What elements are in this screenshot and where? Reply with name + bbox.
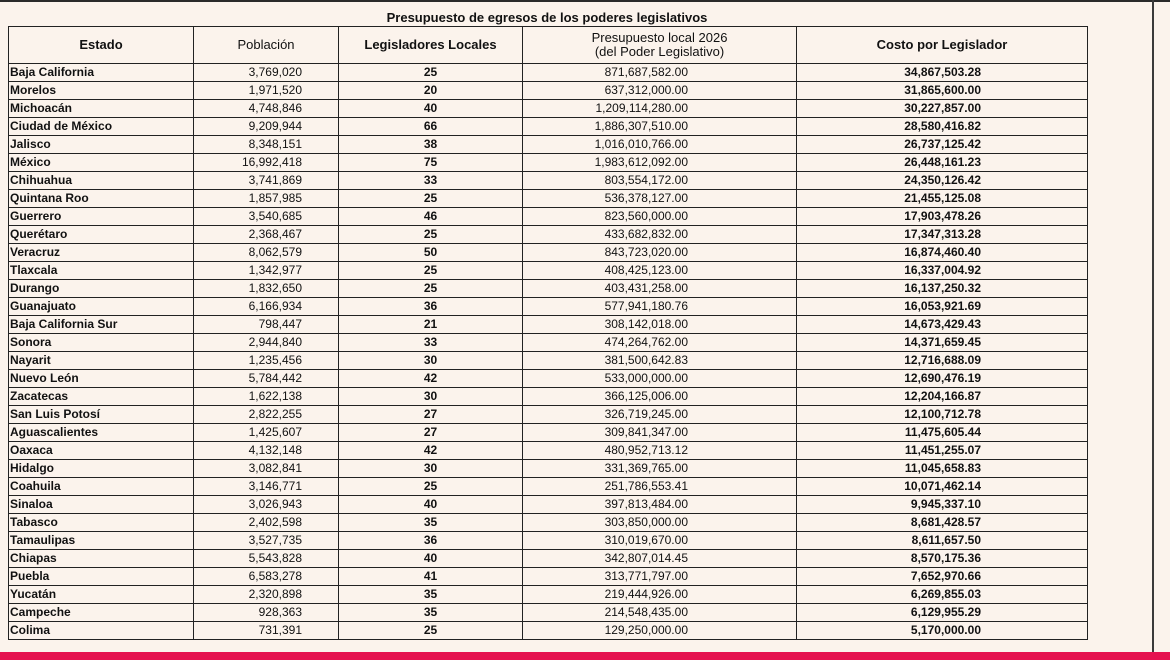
table-row — [9, 406, 1088, 424]
cell-costo: 10,071,462.14 — [797, 478, 1088, 496]
header-presupuesto-line2: (del Poder Legislativo) — [594, 44, 725, 59]
cell-poblacion: 3,741,869 — [194, 172, 339, 190]
table-body — [9, 64, 1088, 640]
cell-poblacion: 928,363 — [194, 604, 339, 622]
cell-poblacion: 9,209,944 — [194, 118, 339, 136]
table-row — [9, 352, 1088, 370]
cell-costo: 14,673,429.43 — [797, 316, 1088, 334]
cell-costo: 16,337,004.92 — [797, 262, 1088, 280]
cell-legisladores: 38 — [339, 136, 523, 154]
cell-costo: 30,227,857.00 — [797, 100, 1088, 118]
cell-poblacion: 731,391 — [194, 622, 339, 640]
cell-costo: 11,045,658.83 — [797, 460, 1088, 478]
cell-presupuesto: 1,016,010,766.00 — [523, 136, 797, 154]
cell-estado: Guanajuato — [9, 298, 194, 316]
cell-estado: Querétaro — [9, 226, 194, 244]
table-row — [9, 334, 1088, 352]
cell-poblacion: 2,402,598 — [194, 514, 339, 532]
cell-costo: 5,170,000.00 — [797, 622, 1088, 640]
header-row — [9, 27, 1088, 64]
cell-estado: San Luis Potosí — [9, 406, 194, 424]
cell-poblacion: 4,748,846 — [194, 100, 339, 118]
cell-poblacion: 1,342,977 — [194, 262, 339, 280]
cell-costo: 17,903,478.26 — [797, 208, 1088, 226]
cell-estado: Hidalgo — [9, 460, 194, 478]
cell-costo: 26,448,161.23 — [797, 154, 1088, 172]
cell-poblacion: 5,784,442 — [194, 370, 339, 388]
cell-poblacion: 8,062,579 — [194, 244, 339, 262]
table-row — [9, 460, 1088, 478]
cell-poblacion: 3,527,735 — [194, 532, 339, 550]
cell-presupuesto: 1,209,114,280.00 — [523, 100, 797, 118]
cell-costo: 21,455,125.08 — [797, 190, 1088, 208]
cell-legisladores: 36 — [339, 298, 523, 316]
cell-costo: 34,867,503.28 — [797, 64, 1088, 82]
cell-legisladores: 25 — [339, 280, 523, 298]
cell-poblacion: 3,082,841 — [194, 460, 339, 478]
cell-estado: Yucatán — [9, 586, 194, 604]
cell-poblacion: 6,583,278 — [194, 568, 339, 586]
cell-legisladores: 66 — [339, 118, 523, 136]
cell-estado: Zacatecas — [9, 388, 194, 406]
right-border-line — [1152, 0, 1154, 652]
cell-estado: Baja California — [9, 64, 194, 82]
cell-costo: 8,681,428.57 — [797, 514, 1088, 532]
cell-poblacion: 6,166,934 — [194, 298, 339, 316]
table-row — [9, 370, 1088, 388]
table-row — [9, 514, 1088, 532]
cell-presupuesto: 219,444,926.00 — [523, 586, 797, 604]
table-row — [9, 424, 1088, 442]
accent-bottom-bar — [0, 652, 1170, 660]
cell-presupuesto: 342,807,014.45 — [523, 550, 797, 568]
cell-poblacion: 5,543,828 — [194, 550, 339, 568]
cell-presupuesto: 871,687,582.00 — [523, 64, 797, 82]
table-row — [9, 316, 1088, 334]
budget-table — [8, 26, 1088, 640]
table-row — [9, 532, 1088, 550]
header-estado: Estado — [9, 27, 194, 64]
header-poblacion: Población — [194, 27, 339, 64]
cell-estado: Guerrero — [9, 208, 194, 226]
table-row — [9, 172, 1088, 190]
cell-presupuesto: 577,941,180.76 — [523, 298, 797, 316]
cell-costo: 28,580,416.82 — [797, 118, 1088, 136]
table-row — [9, 244, 1088, 262]
table-row — [9, 226, 1088, 244]
cell-presupuesto: 843,723,020.00 — [523, 244, 797, 262]
cell-legisladores: 35 — [339, 586, 523, 604]
header-presupuesto — [523, 27, 797, 64]
cell-legisladores: 75 — [339, 154, 523, 172]
table-row — [9, 82, 1088, 100]
cell-legisladores: 21 — [339, 316, 523, 334]
cell-estado: Veracruz — [9, 244, 194, 262]
cell-legisladores: 20 — [339, 82, 523, 100]
cell-poblacion: 798,447 — [194, 316, 339, 334]
cell-estado: Chiapas — [9, 550, 194, 568]
cell-presupuesto: 474,264,762.00 — [523, 334, 797, 352]
table-row — [9, 100, 1088, 118]
cell-presupuesto: 366,125,006.00 — [523, 388, 797, 406]
cell-legisladores: 46 — [339, 208, 523, 226]
cell-poblacion: 3,146,771 — [194, 478, 339, 496]
cell-legisladores: 33 — [339, 172, 523, 190]
cell-costo: 11,475,605.44 — [797, 424, 1088, 442]
table-row — [9, 442, 1088, 460]
table-row — [9, 262, 1088, 280]
table-row — [9, 280, 1088, 298]
cell-presupuesto: 381,500,642.83 — [523, 352, 797, 370]
top-border-line — [0, 0, 1170, 2]
cell-costo: 12,100,712.78 — [797, 406, 1088, 424]
cell-presupuesto: 533,000,000.00 — [523, 370, 797, 388]
table-row — [9, 298, 1088, 316]
cell-estado: Aguascalientes — [9, 424, 194, 442]
cell-presupuesto: 536,378,127.00 — [523, 190, 797, 208]
cell-legisladores: 35 — [339, 604, 523, 622]
cell-legisladores: 25 — [339, 64, 523, 82]
cell-poblacion: 1,425,607 — [194, 424, 339, 442]
cell-legisladores: 25 — [339, 190, 523, 208]
header-legisladores: Legisladores Locales — [339, 27, 523, 64]
cell-estado: Tamaulipas — [9, 532, 194, 550]
cell-legisladores: 42 — [339, 370, 523, 388]
cell-legisladores: 40 — [339, 496, 523, 514]
cell-presupuesto: 408,425,123.00 — [523, 262, 797, 280]
cell-poblacion: 3,769,020 — [194, 64, 339, 82]
cell-estado: Jalisco — [9, 136, 194, 154]
cell-presupuesto: 129,250,000.00 — [523, 622, 797, 640]
cell-costo: 26,737,125.42 — [797, 136, 1088, 154]
cell-legisladores: 36 — [339, 532, 523, 550]
cell-estado: Campeche — [9, 604, 194, 622]
cell-costo: 16,874,460.40 — [797, 244, 1088, 262]
cell-presupuesto: 313,771,797.00 — [523, 568, 797, 586]
cell-estado: Puebla — [9, 568, 194, 586]
cell-legisladores: 30 — [339, 352, 523, 370]
cell-poblacion: 2,822,255 — [194, 406, 339, 424]
cell-estado: Nuevo León — [9, 370, 194, 388]
cell-poblacion: 1,857,985 — [194, 190, 339, 208]
cell-poblacion: 1,622,138 — [194, 388, 339, 406]
table-row — [9, 118, 1088, 136]
table-row — [9, 604, 1088, 622]
cell-legisladores: 27 — [339, 406, 523, 424]
table-row — [9, 64, 1088, 82]
cell-legisladores: 41 — [339, 568, 523, 586]
table-row — [9, 208, 1088, 226]
cell-presupuesto: 310,019,670.00 — [523, 532, 797, 550]
cell-legisladores: 25 — [339, 478, 523, 496]
cell-estado: Nayarit — [9, 352, 194, 370]
cell-poblacion: 1,832,650 — [194, 280, 339, 298]
cell-costo: 6,129,955.29 — [797, 604, 1088, 622]
cell-presupuesto: 637,312,000.00 — [523, 82, 797, 100]
cell-costo: 8,611,657.50 — [797, 532, 1088, 550]
cell-presupuesto: 308,142,018.00 — [523, 316, 797, 334]
table-row — [9, 568, 1088, 586]
cell-estado: Oaxaca — [9, 442, 194, 460]
table-row — [9, 154, 1088, 172]
cell-legisladores: 30 — [339, 460, 523, 478]
table-row — [9, 550, 1088, 568]
cell-estado: Morelos — [9, 82, 194, 100]
table-row — [9, 496, 1088, 514]
cell-estado: Tabasco — [9, 514, 194, 532]
cell-presupuesto: 1,886,307,510.00 — [523, 118, 797, 136]
cell-legisladores: 50 — [339, 244, 523, 262]
cell-estado: Tlaxcala — [9, 262, 194, 280]
cell-legisladores: 33 — [339, 334, 523, 352]
cell-estado: Sinaloa — [9, 496, 194, 514]
cell-poblacion: 3,540,685 — [194, 208, 339, 226]
cell-costo: 12,690,476.19 — [797, 370, 1088, 388]
cell-estado: Quintana Roo — [9, 190, 194, 208]
cell-costo: 7,652,970.66 — [797, 568, 1088, 586]
cell-legisladores: 25 — [339, 226, 523, 244]
table-title: Presupuesto de egresos de los poderes legislativos — [386, 10, 708, 25]
cell-legisladores: 25 — [339, 622, 523, 640]
cell-legisladores: 35 — [339, 514, 523, 532]
table-row — [9, 478, 1088, 496]
cell-poblacion: 1,235,456 — [194, 352, 339, 370]
header-costo: Costo por Legislador — [797, 27, 1088, 64]
cell-estado: Coahuila — [9, 478, 194, 496]
header-presupuesto-line1: Presupuesto local 2026 — [591, 30, 728, 45]
cell-presupuesto: 480,952,713.12 — [523, 442, 797, 460]
cell-presupuesto: 823,560,000.00 — [523, 208, 797, 226]
cell-legisladores: 30 — [339, 388, 523, 406]
cell-estado: Ciudad de México — [9, 118, 194, 136]
cell-costo: 11,451,255.07 — [797, 442, 1088, 460]
table-row — [9, 190, 1088, 208]
table-row — [9, 586, 1088, 604]
cell-presupuesto: 803,554,172.00 — [523, 172, 797, 190]
cell-presupuesto: 331,369,765.00 — [523, 460, 797, 478]
cell-presupuesto: 251,786,553.41 — [523, 478, 797, 496]
cell-estado: Chihuahua — [9, 172, 194, 190]
cell-costo: 9,945,337.10 — [797, 496, 1088, 514]
cell-costo: 16,137,250.32 — [797, 280, 1088, 298]
cell-costo: 12,204,166.87 — [797, 388, 1088, 406]
cell-costo: 8,570,175.36 — [797, 550, 1088, 568]
cell-poblacion: 2,944,840 — [194, 334, 339, 352]
cell-presupuesto: 214,548,435.00 — [523, 604, 797, 622]
cell-estado: Durango — [9, 280, 194, 298]
cell-presupuesto: 309,841,347.00 — [523, 424, 797, 442]
cell-poblacion: 16,992,418 — [194, 154, 339, 172]
cell-presupuesto: 397,813,484.00 — [523, 496, 797, 514]
table-row — [9, 136, 1088, 154]
cell-presupuesto: 433,682,832.00 — [523, 226, 797, 244]
cell-presupuesto: 326,719,245.00 — [523, 406, 797, 424]
cell-legisladores: 40 — [339, 550, 523, 568]
cell-poblacion: 8,348,151 — [194, 136, 339, 154]
table-row — [9, 388, 1088, 406]
cell-poblacion: 2,320,898 — [194, 586, 339, 604]
cell-costo: 6,269,855.03 — [797, 586, 1088, 604]
cell-legisladores: 27 — [339, 424, 523, 442]
cell-presupuesto: 403,431,258.00 — [523, 280, 797, 298]
cell-costo: 17,347,313.28 — [797, 226, 1088, 244]
cell-costo: 31,865,600.00 — [797, 82, 1088, 100]
cell-costo: 16,053,921.69 — [797, 298, 1088, 316]
cell-poblacion: 1,971,520 — [194, 82, 339, 100]
cell-estado: Michoacán — [9, 100, 194, 118]
cell-estado: Colima — [9, 622, 194, 640]
cell-costo: 24,350,126.42 — [797, 172, 1088, 190]
cell-poblacion: 3,026,943 — [194, 496, 339, 514]
cell-legisladores: 42 — [339, 442, 523, 460]
cell-estado: Sonora — [9, 334, 194, 352]
cell-costo: 12,716,688.09 — [797, 352, 1088, 370]
cell-estado: Baja California Sur — [9, 316, 194, 334]
cell-legisladores: 25 — [339, 262, 523, 280]
cell-poblacion: 4,132,148 — [194, 442, 339, 460]
table-row — [9, 622, 1088, 640]
cell-estado: México — [9, 154, 194, 172]
cell-costo: 14,371,659.45 — [797, 334, 1088, 352]
cell-presupuesto: 1,983,612,092.00 — [523, 154, 797, 172]
cell-presupuesto: 303,850,000.00 — [523, 514, 797, 532]
cell-legisladores: 40 — [339, 100, 523, 118]
cell-poblacion: 2,368,467 — [194, 226, 339, 244]
